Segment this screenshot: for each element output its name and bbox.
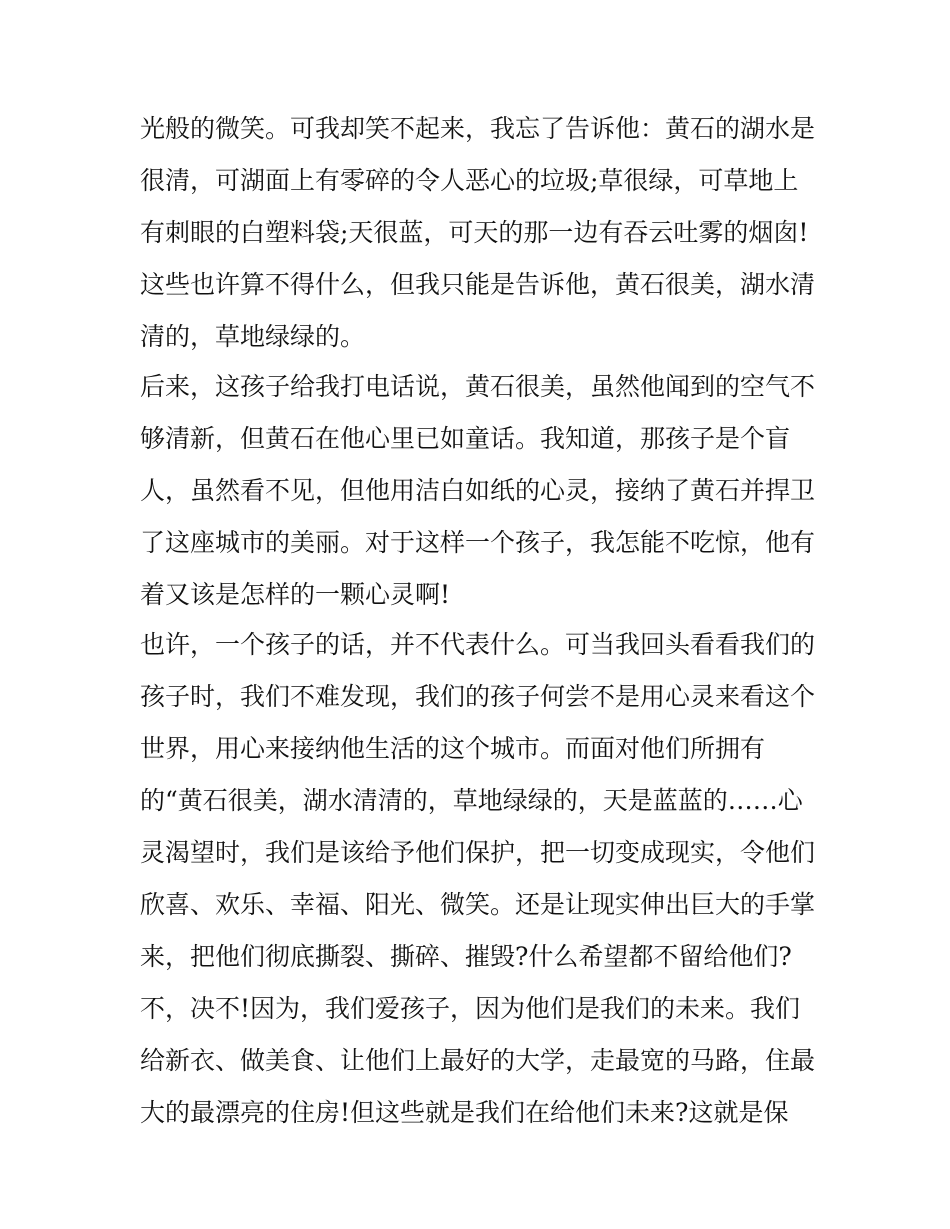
text-line: 不，决不!因为，我们爱孩子，因为他们是我们的未来。我们 — [140, 994, 801, 1023]
text-line: 来，把他们彻底撕裂、撕碎、摧毁?什么希望都不留给他们? — [140, 942, 792, 971]
text-line: 够清新，但黄石在他心里已如童话。我知道，那孩子是个盲 — [140, 424, 791, 453]
text-line: 后来，这孩子给我打电话说，黄石很美，虽然他闻到的空气不 — [140, 372, 816, 401]
text-line: 给新衣、做美食、让他们上最好的大学，走最宽的马路，住最 — [140, 1046, 816, 1075]
text-line: 清的，草地绿绿的。 — [140, 322, 366, 351]
text-line: 有刺眼的白塑料袋;天很蓝，可天的那一边有吞云吐雾的烟囱! — [140, 218, 809, 247]
text-line: 世界，用心来接纳他生活的这个城市。而面对他们所拥有 — [140, 734, 766, 763]
text-line: 这些也许算不得什么，但我只能是告诉他，黄石很美，湖水清 — [140, 270, 816, 299]
text-line: 大的最漂亮的住房!但这些就是我们在给他们未来?这就是保 — [140, 1098, 789, 1127]
text-line: 孩子时，我们不难发现，我们的孩子何尝不是用心灵来看这个 — [140, 682, 816, 711]
text-line: 欣喜、欢乐、幸福、阳光、微笑。还是让现实伸出巨大的手掌 — [140, 890, 816, 919]
text-line: 也许，一个孩子的话，并不代表什么。可当我回头看看我们的 — [140, 630, 816, 659]
text-line: 人，虽然看不见，但他用洁白如纸的心灵，接纳了黄石并捍卫 — [140, 476, 816, 505]
text-line: 很清，可湖面上有零碎的令人恶心的垃圾;草很绿，可草地上 — [140, 166, 799, 195]
text-line: 灵渴望时，我们是该给予他们保护，把一切变成现实，令他们 — [140, 838, 816, 867]
text-line: 光般的微笑。可我却笑不起来，我忘了告诉他：黄石的湖水是 — [140, 114, 816, 143]
text-line: 了这座城市的美丽。对于这样一个孩子，我怎能不吃惊，他有 — [140, 528, 816, 557]
text-line: 着又该是怎样的一颗心灵啊! — [140, 580, 451, 609]
text-line: 的“黄石很美，湖水清清的，草地绿绿的，天是蓝蓝的……心 — [140, 786, 803, 815]
